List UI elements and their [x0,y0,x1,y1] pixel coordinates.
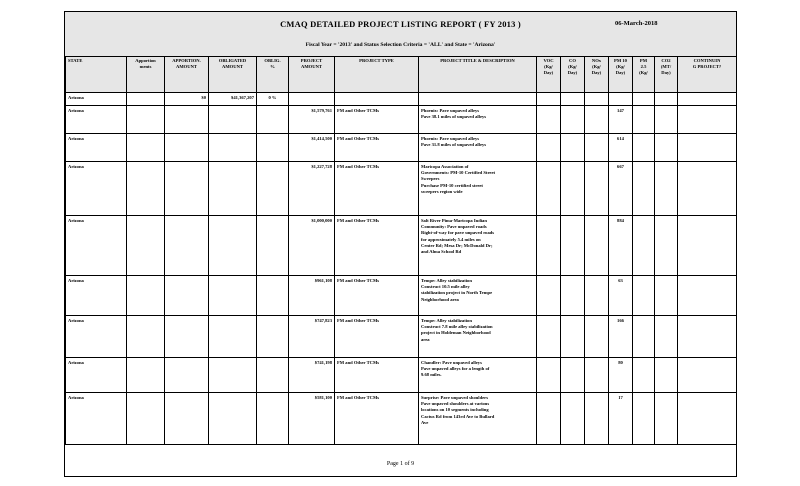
row-empty-cell [165,162,209,216]
row-empty-cell [209,358,257,393]
row-description [419,162,537,216]
table-row [66,134,737,162]
summary-empty-cell [585,93,609,106]
row-pm10: 166 [609,316,633,358]
description-line: Purchase PM-10 certified street [421,182,483,188]
row-empty-cell [561,393,585,445]
summary-empty-cell [633,93,655,106]
row-empty-cell [127,316,165,358]
row-empty-cell [127,106,165,134]
col-co-line: (Kg/ [568,64,577,70]
row-description [419,393,537,445]
row-state: Arizona [66,106,127,134]
row-empty-cell [633,276,655,316]
report-title: CMAQ DETAILED PROJECT LISTING REPORT ( FY 2013 ) [280,19,521,29]
row-empty-cell [585,276,609,316]
description-line: area [421,336,430,342]
description-line: Center Rd; Mesa Dr; McDonald Dr; [421,242,493,248]
col-co2 [655,57,678,93]
row-empty-cell [633,358,655,393]
col-voc-line: Day) [543,70,554,76]
row-project-amount: $1,000,000 [289,216,335,276]
col-continuing-line: G PROJECT? [692,64,722,70]
row-description [419,106,537,134]
summary-obligated-amount: $41,367,207 [209,93,257,106]
summary-empty-cell [537,93,561,106]
col-apportionments [127,57,165,93]
col-title-description: PROJECT TITLE & DESCRIPTION [419,57,537,93]
row-empty-cell [633,162,655,216]
summary-apportion-amount: $0 [165,93,209,106]
col-voc [537,57,561,93]
col-apportionments-line: ments [139,64,152,70]
row-empty-cell [209,216,257,276]
row-empty-cell [165,216,209,276]
row-empty-cell [165,134,209,162]
row-state: Arizona [66,393,127,445]
row-empty-cell [209,134,257,162]
report-date: 06-March-2018 [615,20,658,27]
row-empty-cell [165,106,209,134]
description-line: Pave 31.8 miles of unpaved alleys [421,142,487,148]
description-line: Ave [421,419,429,425]
row-project-amount: $1,227,728 [289,162,335,216]
row-project-type: FM and Other TCMs [335,316,419,358]
col-obligated-amount-line: OBLIGATED [218,58,247,63]
row-project-type: FM and Other TCMs [335,276,419,316]
table-row [66,316,737,358]
row-empty-cell [633,134,655,162]
row-empty-cell [678,276,737,316]
description-line: Surprise: Pave unpaved shoulders [421,395,489,400]
row-empty-cell [257,316,289,358]
row-empty-cell [537,216,561,276]
row-empty-cell [127,276,165,316]
summary-empty-cell [678,93,737,106]
row-empty-cell [585,134,609,162]
col-co-line: Day) [567,70,578,76]
row-empty-cell [655,276,678,316]
row-pm10: 884 [609,216,633,276]
col-nox-line: (Kg/ [592,64,601,70]
col-oblig-pct-line: % [270,64,275,70]
col-obligated-amount [209,57,257,93]
row-empty-cell [537,358,561,393]
row-description [419,358,537,393]
row-empty-cell [537,276,561,316]
col-pm25-line: 2.5 [640,64,647,70]
row-empty-cell [633,393,655,445]
row-empty-cell [257,216,289,276]
row-empty-cell [257,358,289,393]
report-header [65,12,736,57]
row-pm10: 667 [609,162,633,216]
row-state: Arizona [66,316,127,358]
row-empty-cell [678,162,737,216]
row-empty-cell [165,316,209,358]
row-pm10: 147 [609,106,633,134]
row-pm10: 63 [609,276,633,316]
col-pm25 [633,57,655,93]
row-empty-cell [655,162,678,216]
col-pm10 [609,57,633,93]
row-empty-cell [585,162,609,216]
row-empty-cell [537,316,561,358]
row-description [419,316,537,358]
row-empty-cell [633,216,655,276]
col-co2-line: CO2 [661,58,671,63]
row-empty-cell [127,358,165,393]
row-empty-cell [585,106,609,134]
row-project-type: FM and Other TCMs [335,162,419,216]
summary-oblig-pct: 0 % [257,93,289,106]
row-pm10: 17 [609,393,633,445]
row-empty-cell [678,316,737,358]
row-state: Arizona [66,276,127,316]
col-co-line: CO [569,58,576,63]
col-oblig-pct-line: OBLIG. [264,58,281,63]
row-empty-cell [678,358,737,393]
col-apportion-amount-line: APPORTION. [172,58,201,63]
row-project-amount: $581,100 [289,393,335,445]
row-project-type: FM and Other TCMs [335,134,419,162]
row-empty-cell [585,316,609,358]
description-line: Phoenix: Pave unpaved alleys [421,108,480,113]
row-empty-cell [678,106,737,134]
selection-criteria: Fiscal Year = '2013' and Status Selection Criteria = 'ALL' and State = 'Arizona' [305,42,496,48]
description-line: Community: Pave unpaved roads [421,224,487,230]
report-page [64,11,737,477]
col-continuing-line: CONTINUIN [693,58,721,63]
row-project-amount: $747,823 [289,316,335,358]
row-project-type: FM and Other TCMs [335,216,419,276]
row-empty-cell [633,316,655,358]
description-line: Phoenix: Pave unpaved alleys [421,136,480,141]
description-line: Neighborhood area [421,296,459,302]
col-co2-line: (MT/ [660,64,672,70]
row-description [419,216,537,276]
row-empty-cell [165,358,209,393]
summary-row [66,93,737,106]
row-empty-cell [127,216,165,276]
row-empty-cell [678,134,737,162]
description-line: Pave 38.1 miles of unpaved alleys [421,114,487,120]
table-row [66,393,737,445]
row-empty-cell [561,162,585,216]
description-line: Tempe: Alley stabilization [421,318,472,323]
row-project-amount: $961,108 [289,276,335,316]
col-continuing [678,57,737,93]
col-co [561,57,585,93]
col-nox-line: Day) [591,70,602,76]
row-empty-cell [561,358,585,393]
row-state: Arizona [66,134,127,162]
row-project-type: FM and Other TCMs [335,393,419,445]
summary-empty-cell [561,93,585,106]
col-oblig-pct [257,57,289,93]
row-description [419,134,537,162]
row-empty-cell [561,106,585,134]
row-empty-cell [209,106,257,134]
col-apportion-amount [165,57,209,93]
description-line: for approximately 5.4 miles on [421,236,481,242]
description-line: Pave unpaved shoulders at various [421,401,490,407]
row-state: Arizona [66,358,127,393]
description-line: and Alma School Rd [421,248,462,254]
row-empty-cell [127,134,165,162]
header-row [66,57,737,93]
row-empty-cell [209,316,257,358]
row-empty-cell [655,393,678,445]
col-co2-line: Day) [661,70,671,76]
col-voc-line: (Kg/ [544,64,553,70]
description-line: Construct 10.5 mile alley [421,284,470,290]
project-listing-table [65,56,737,445]
row-empty-cell [561,316,585,358]
row-empty-cell [561,276,585,316]
summary-empty-cell [335,93,419,106]
row-project-type: FM and Other TCMs [335,358,419,393]
col-nox [585,57,609,93]
col-apportion-amount-line: AMOUNT [176,64,197,70]
description-line: Cactus Rd from 143rd Ave to Bullard [421,413,495,419]
row-empty-cell [537,134,561,162]
col-project-type: PROJECT TYPE [335,57,419,93]
row-empty-cell [209,162,257,216]
col-project-amount-line: PROJECT [300,58,323,63]
col-state: STATE [66,57,127,93]
row-empty-cell [209,276,257,316]
row-project-type: FM and Other TCMs [335,106,419,134]
description-line: Construct 7.8 mile alley stabilization [421,324,493,330]
row-state: Arizona [66,162,127,216]
col-nox-line: NOx [591,58,602,63]
col-pm10-line: Day) [615,70,626,76]
description-line: 9.68 miles. [421,372,442,378]
col-apportionments-line: Apportion [135,58,156,63]
page-number: Page 1 of 9 [386,461,415,467]
table-row [66,106,737,134]
summary-empty-cell [609,93,633,106]
row-empty-cell [165,276,209,316]
description-line: Pave unpaved alleys for a length of [421,366,490,372]
row-pm10: 80 [609,358,633,393]
col-voc-line: VOC [543,58,554,63]
description-line: Sweepers [421,176,440,182]
summary-state: Arizona [66,93,127,106]
summary-empty-cell [419,93,537,106]
description-line: stabilization project in North Tempe [421,290,493,296]
row-empty-cell [561,216,585,276]
description-line: locations on 10 segments including [421,407,489,413]
description-line: Chandler: Pave unpaved alleys [421,360,482,365]
table-row [66,216,737,276]
col-pm10-line: PM 10 [614,58,627,63]
table-row [66,162,737,216]
description-line: Salt River Pima-Maricopa Indian [421,218,487,223]
row-empty-cell [257,106,289,134]
table-row [66,276,737,316]
row-empty-cell [257,134,289,162]
row-empty-cell [585,393,609,445]
col-project-amount [289,57,335,93]
row-pm10: 614 [609,134,633,162]
row-project-amount: $741,198 [289,358,335,393]
description-line: sweepers region wide [421,188,463,194]
row-empty-cell [209,393,257,445]
description-line: Governments: PM-10 Certified Street [421,170,496,176]
col-pm25-line: (Kg/ [639,70,648,76]
row-empty-cell [678,216,737,276]
col-project-amount-line: AMOUNT [301,64,322,70]
row-state: Arizona [66,216,127,276]
row-empty-cell [655,358,678,393]
col-pm25-line: PM [639,58,648,63]
row-empty-cell [257,276,289,316]
row-project-amount: $1,579,761 [289,106,335,134]
description-line: project in Holdeman Neighborhood [421,330,491,336]
row-empty-cell [127,162,165,216]
row-empty-cell [655,134,678,162]
row-empty-cell [537,393,561,445]
row-empty-cell [257,162,289,216]
row-empty-cell [655,106,678,134]
col-obligated-amount-line: AMOUNT [222,64,243,70]
row-project-amount: $1,414,500 [289,134,335,162]
description-line: Tempe: Alley stabilization [421,278,472,283]
row-empty-cell [655,216,678,276]
row-empty-cell [165,393,209,445]
description-line: Right-of-way for pave unpaved roads [421,230,495,236]
row-empty-cell [678,393,737,445]
row-empty-cell [561,134,585,162]
table-row [66,358,737,393]
row-empty-cell [633,106,655,134]
row-empty-cell [655,316,678,358]
summary-empty-cell [655,93,678,106]
row-description [419,276,537,316]
row-empty-cell [257,393,289,445]
row-empty-cell [585,216,609,276]
summary-apportionments [127,93,165,106]
row-empty-cell [537,162,561,216]
col-pm10-line: (Kg/ [616,64,625,70]
summary-empty-cell [289,93,335,106]
row-empty-cell [537,106,561,134]
row-empty-cell [585,358,609,393]
description-line: Maricopa Association of [421,164,469,169]
row-empty-cell [127,393,165,445]
